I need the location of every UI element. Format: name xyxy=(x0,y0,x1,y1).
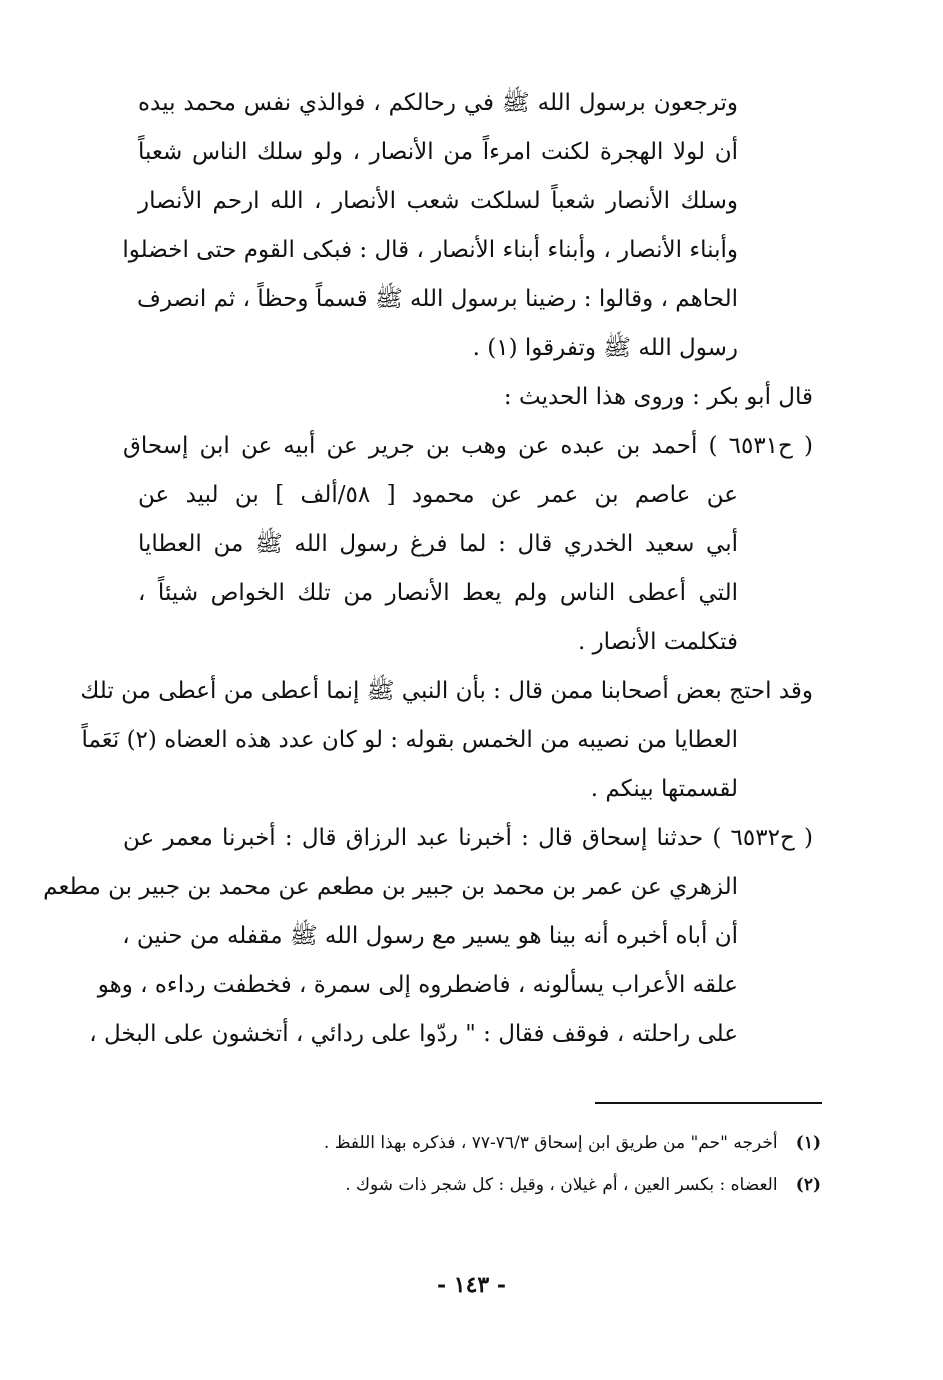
text-line: رسول الله ﷺ وتفرقوا (١) . xyxy=(472,335,738,361)
text-line: أن أباه أخبره أنه بينا هو يسير مع رسول الله ﷺ مقفله من حنين ، xyxy=(122,923,738,949)
footnote-text: العضاه : بكسر العين ، أم غيلان ، وقيل : كل شجر ذات شوك . xyxy=(345,1175,778,1195)
text-line: قال أبو بكر : وروى هذا الحديث : xyxy=(503,384,813,410)
text-line: الحاهم ، وقالوا : رضينا برسول الله ﷺ قسماً وحظاً ، ثم انصرف xyxy=(136,286,738,312)
page-number: - ١٤٣ - xyxy=(436,1272,507,1298)
hadith-heading-line: ( ح٦٥٣١ ) أحمد بن عبده عن وهب بن جرير عن أبيه عن ابن إسحاق xyxy=(123,433,813,459)
text-line: لقسمتها بينكم . xyxy=(590,776,738,802)
text-line: أن لولا الهجرة لكنت امرءاً من الأنصار ، ولو سلك الناس شعباً xyxy=(138,139,738,165)
footnote xyxy=(261,1130,821,1156)
hadith-heading-line: ( ح٦٥٣٢ ) حدثنا إسحاق قال : أخبرنا عبد الرزاق قال : أخبرنا معمر عن xyxy=(123,825,813,851)
text-line: وقد احتج بعض أصحابنا ممن قال : بأن النبي ﷺ إنما أعطى من أعطى من تلك xyxy=(80,678,813,704)
text-line: العطايا من نصيبه من الخمس بقوله : لو كان عدد هذه العضاه (٢) نَعَماً xyxy=(81,727,738,753)
footnote-number: (١) xyxy=(795,1133,821,1153)
text-line: الزهري عن عمر بن محمد بن جبير بن مطعم عن محمد بن جبير بن مطعم xyxy=(43,874,738,900)
text-line: وسلك الأنصار شعباً لسلكت شعب الأنصار ، الله ارحم الأنصار xyxy=(138,188,738,214)
text-line: وترجعون برسول الله ﷺ في رحالكم ، فوالذي نفس محمد بيده xyxy=(138,90,738,116)
text-line: على راحلته ، فوقف فقال : " ردّوا على ردائي ، أتخشون على البخل ، xyxy=(89,1021,738,1047)
text-line: علقه الأعراب يسألونه ، فاضطروه إلى سمرة ، فخطفت رداءه ، وهو xyxy=(97,972,738,998)
text-line: عن عاصم بن عمر عن محمود [ ٥٨/ألف ] بن لبيد عن xyxy=(138,482,738,508)
text-line: أبي سعيد الخدري قال : لما فرغ رسول الله ﷺ من العطايا xyxy=(138,531,738,557)
text-line: وأبناء الأنصار ، وأبناء أبناء الأنصار ، قال : فبكى القوم حتى اخضلوا xyxy=(122,237,738,263)
text-line: التي أعطى الناس ولم يعط الأنصار من تلك الخواص شيئاً ، xyxy=(138,580,738,606)
footnote-divider xyxy=(595,1102,822,1104)
text-line: فتكلمت الأنصار . xyxy=(577,629,738,655)
footnote xyxy=(261,1172,821,1198)
footnote-number: (٢) xyxy=(795,1175,821,1195)
footnote-text: أخرجه "حم" من طريق ابن إسحاق ٧٦/٣-٧٧ ، فذكره بهذا اللفظ . xyxy=(323,1133,778,1153)
